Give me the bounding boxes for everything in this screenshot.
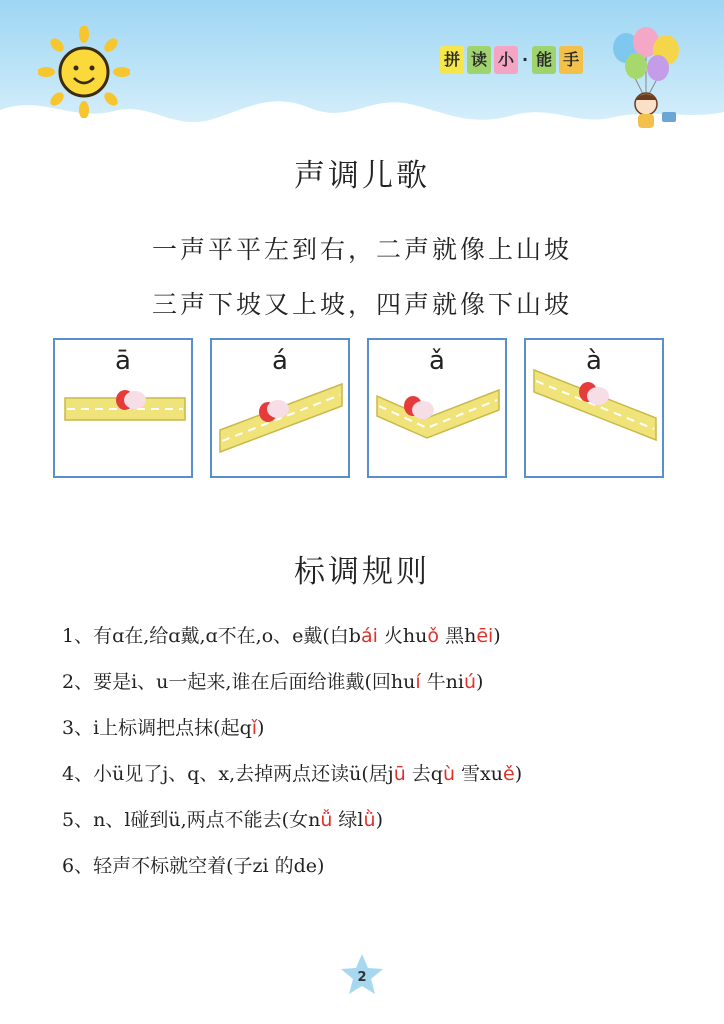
rule-text: 有ɑ在,给ɑ戴,ɑ不在,o、e戴(白b [93,625,361,647]
rules-list [62,618,702,894]
tone-panels [53,338,673,480]
badge-char: 能 [532,46,556,74]
rule-text: ) [514,763,523,785]
rule-number: 3、 [62,717,94,739]
tone-mark-red: í [415,671,421,693]
rhyme-line-1: 一声平平左到右，二声就像上山坡 [151,235,572,264]
tone-mark-red: ǐ [251,717,258,739]
rule-text: 绿l [332,809,364,831]
rule-number: 1、 [62,625,94,647]
tone-panel-fourth [524,338,664,478]
rule-text: 牛ni [420,671,464,693]
badge-char: 手 [559,46,583,74]
rule-text: 雪xu [454,763,503,785]
badge-char: 读 [467,46,491,74]
rule-text: ) [493,625,501,647]
rule-text: ) [375,809,383,831]
tone-mark-red: ǚ [320,809,333,831]
tone-label: ā [115,346,131,376]
rule-text: 要是i、u一起来,谁在后面给谁戴(回hu [93,671,416,693]
rule-text: 火hu [377,625,428,647]
tone-label: ǎ [429,346,445,376]
badge-char: 拼 [440,46,464,74]
rule-text: n、l碰到ü,两点不能去(女n [93,809,321,831]
rule-text: 去q [405,763,443,785]
rule-number: 2、 [62,671,94,693]
rhyme-line-2: 三声下坡又上坡，四声就像下山坡 [151,290,572,319]
tone-panel-third [367,338,507,478]
rules-title: 标调规则 [294,554,430,590]
tone-mark-red: ú [463,671,477,693]
tone-mark-red: ǒ [427,625,440,647]
rule-item [62,710,702,756]
rule-text: ) [476,671,484,693]
tone-panel-second [210,338,350,478]
rule-item [62,756,702,802]
rule-number: 5、 [62,809,94,831]
tone-mark-red: ǜ [363,809,376,831]
sun-icon [38,26,130,118]
rule-item [62,618,702,664]
rule-item [62,664,702,710]
rule-text: 轻声不标就空着(子zi 的de) [93,855,325,877]
rule-text: 小ü见了j、q、x,去掉两点还读ü(居j [93,763,394,785]
rule-item [62,802,702,848]
badge-char: · [522,50,529,69]
rule-text: ) [257,717,265,739]
rule-text: i上标调把点抹(起q [93,717,252,739]
tone-mark-red: ái [360,625,378,647]
rule-number: 6、 [62,855,94,877]
song-title: 声调儿歌 [294,158,430,194]
page-number: 2 [357,970,367,985]
tone-label: à [586,346,602,376]
tone-panel-first [53,338,193,478]
tone-label: á [272,346,288,376]
tone-mark-red: ě [502,763,515,785]
rule-item [62,848,702,894]
tone-mark-red: ù [442,763,455,785]
tone-mark-red: ēi [476,625,494,647]
section-badge [440,46,583,74]
tone-mark-red: ū [393,763,406,785]
balloons-girl-icon [604,26,690,136]
rule-text: 黑h [439,625,477,647]
badge-char: 小 [494,46,518,74]
page-number-star [339,952,385,996]
rule-number: 4、 [62,763,94,785]
